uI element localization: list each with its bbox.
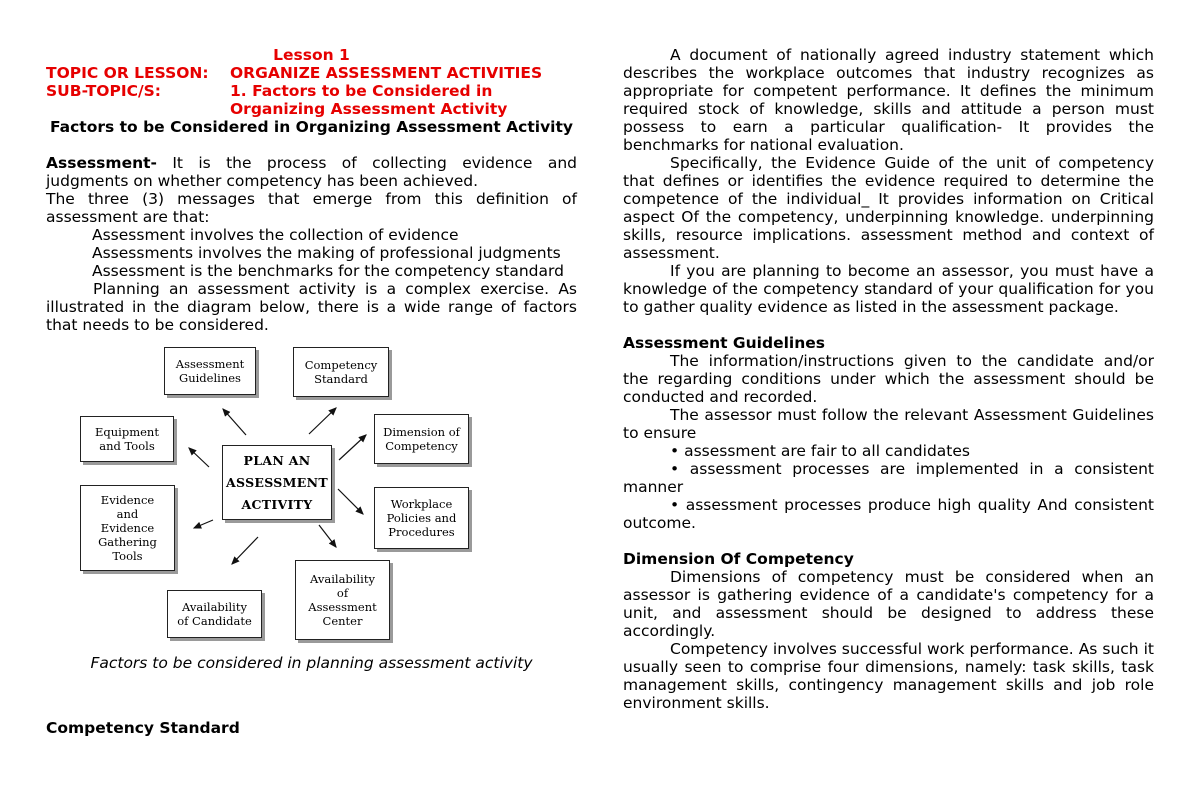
- arrow-to-dimension: [339, 435, 366, 460]
- factors-diagram: [76, 342, 496, 642]
- subtopic-line-2: Organizing Assessment Activity: [230, 100, 508, 118]
- planning-paragraph: Planning an assessment activity is a complex exercise. As illustrated in the diagram below, there is a wide range of factors that needs to be considered.: [46, 280, 577, 334]
- dimension-para-1: Dimensions of competency must be considered when an assessor is gathering evidence of a candidate's competency for a unit, and assessment should be designed to address these accordingly.: [623, 568, 1154, 640]
- equipment-tools-box: Equipment and Tools: [80, 416, 174, 462]
- guideline-bullet: • assessment processes produce high quality And consistent outcome.: [623, 496, 1154, 532]
- arrow-to-assessment-guidelines: [223, 409, 246, 435]
- guidelines-para-2: The assessor must follow the relevant Assessment Guidelines to ensure: [623, 406, 1154, 442]
- topic-label: TOPIC OR LESSON:: [46, 64, 209, 82]
- competency-standard-box: Competency Standard: [293, 347, 389, 397]
- guidelines-para-1: The information/instructions given to the candidate and/or the regarding conditions under which the assessment should be conducted and recorded.: [623, 352, 1154, 406]
- availability-center-box: Availability of Assessment Center: [295, 560, 390, 640]
- assessment-guidelines-heading: Assessment Guidelines: [623, 334, 825, 352]
- subtopic-row: [46, 82, 577, 118]
- message-item: Assessment involves the collection of evidence: [92, 226, 459, 244]
- competency-standard-para: A document of nationally agreed industry statement which describes the workplace outcomes that industry recognizes as appropriate for competent performance. It defines the minimum required stock of knowledge, skills and attitude a person must possess to earn a particular qualification- It provides the benchmarks for national evaluation.: [623, 46, 1154, 154]
- left-column: [46, 46, 577, 334]
- dimension-heading: Dimension Of Competency: [623, 550, 854, 568]
- page-title: Factors to be Considered in Organizing Assessment Activity: [49, 118, 574, 136]
- arrow-to-competency-standard: [309, 408, 336, 434]
- message-item: Assessment is the benchmarks for the competency standard: [92, 262, 564, 280]
- diagram-caption: Factors to be considered in planning assessment activity: [90, 654, 533, 672]
- workplace-policies-box: Workplace Policies and Procedures: [374, 487, 469, 549]
- right-column: [623, 46, 1154, 712]
- evidence-guide-para: Specifically, the Evidence Guide of the unit of competency that defines or identifies the evidence required to determine the competence of the individual_ It provides information on Critical aspect Of the competency, underpinning knowledge. underpinning skills, resource implications. assessment method and context of assessment.: [623, 154, 1154, 262]
- assessment-definition: [46, 154, 577, 190]
- guideline-bullet: • assessment processes are implemented in a consistent manner: [623, 460, 1154, 496]
- message-item: Assessments involves the making of professional judgments: [92, 244, 561, 262]
- arrow-to-candidate: [232, 537, 258, 564]
- subtopic-label: SUB-TOPIC/S:: [46, 82, 161, 100]
- guideline-bullet: • assessment are fair to all candidates: [670, 442, 970, 460]
- evidence-tools-box: Evidence and Evidence Gathering Tools: [80, 485, 175, 571]
- assessment-guidelines-box: Assessment Guidelines: [164, 347, 256, 395]
- plan-assessment-activity-box: PLAN AN ASSESSMENT ACTIVITY: [222, 445, 332, 520]
- assessor-para: If you are planning to become an assessor, you must have a knowledge of the competency standard of your qualification for you to gather quality evidence as listed in the assessment package.: [623, 262, 1154, 316]
- arrow-to-workplace: [338, 489, 363, 514]
- assessment-term: Assessment-: [46, 154, 157, 172]
- three-messages-intro: The three (3) messages that emerge from this definition of assessment are that:: [46, 190, 577, 226]
- dimension-of-competency-box: Dimension of Competency: [374, 414, 469, 464]
- subtopic-line-1: 1. Factors to be Considered in: [230, 82, 493, 100]
- competency-standard-heading: Competency Standard: [46, 719, 240, 737]
- topic-row: [46, 64, 577, 82]
- arrow-to-evidence: [194, 520, 213, 528]
- arrow-to-center: [319, 525, 336, 547]
- topic-value: ORGANIZE ASSESSMENT ACTIVITIES: [230, 64, 543, 82]
- subtopic-value: [230, 82, 507, 118]
- lesson-number: Lesson 1: [273, 46, 350, 64]
- assessment-def-text: It is the process of collecting evidence and judgments on whether competency has been achieved.: [46, 154, 577, 190]
- dimension-para-2: Competency involves successful work performance. As such it usually seen to comprise four dimensions, namely: task skills, task management skills, contingency management skills and job role environment skills.: [623, 640, 1154, 712]
- availability-candidate-box: Availability of Candidate: [167, 590, 262, 638]
- arrow-to-equipment: [189, 448, 209, 467]
